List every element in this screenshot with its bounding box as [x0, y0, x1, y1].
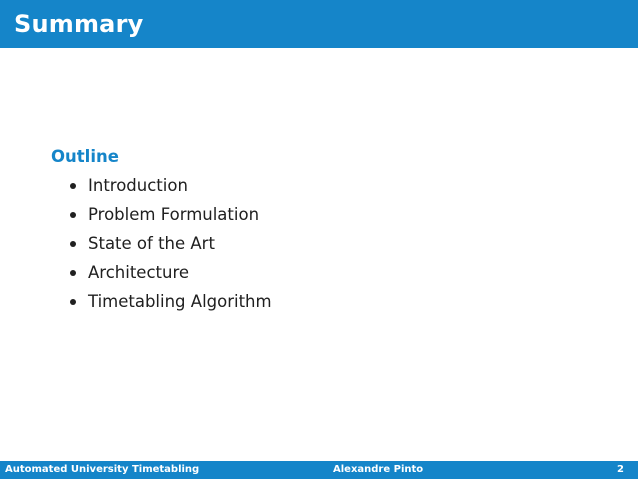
bullet-icon	[70, 241, 76, 247]
bullet-icon	[70, 270, 76, 276]
slide-title: Summary	[14, 10, 144, 38]
outline-item-label: Architecture	[88, 263, 190, 282]
outline-item-timetabling-algorithm	[51, 291, 272, 320]
bullet-icon	[70, 212, 76, 218]
outline-list	[51, 175, 272, 320]
outline-item-label: Problem Formulation	[88, 205, 260, 224]
outline-item-label: Introduction	[88, 176, 188, 195]
footer-presentation-title: Automated University Timetabling	[5, 464, 200, 475]
slide-content	[51, 146, 272, 320]
footer-page-number: 2	[617, 464, 624, 475]
outline-item-architecture	[51, 262, 272, 291]
outline-heading: Outline	[51, 147, 119, 166]
bullet-icon	[70, 299, 76, 305]
footer-author: Alexandre Pinto	[333, 464, 424, 475]
bullet-icon	[70, 183, 76, 189]
outline-item-problem-formulation	[51, 204, 272, 233]
outline-item-introduction	[51, 175, 272, 204]
outline-item-label: State of the Art	[88, 234, 215, 253]
slide-footer	[0, 461, 638, 479]
slide-header	[0, 0, 638, 48]
outline-item-label: Timetabling Algorithm	[88, 292, 272, 311]
outline-item-state-of-the-art	[51, 233, 272, 262]
